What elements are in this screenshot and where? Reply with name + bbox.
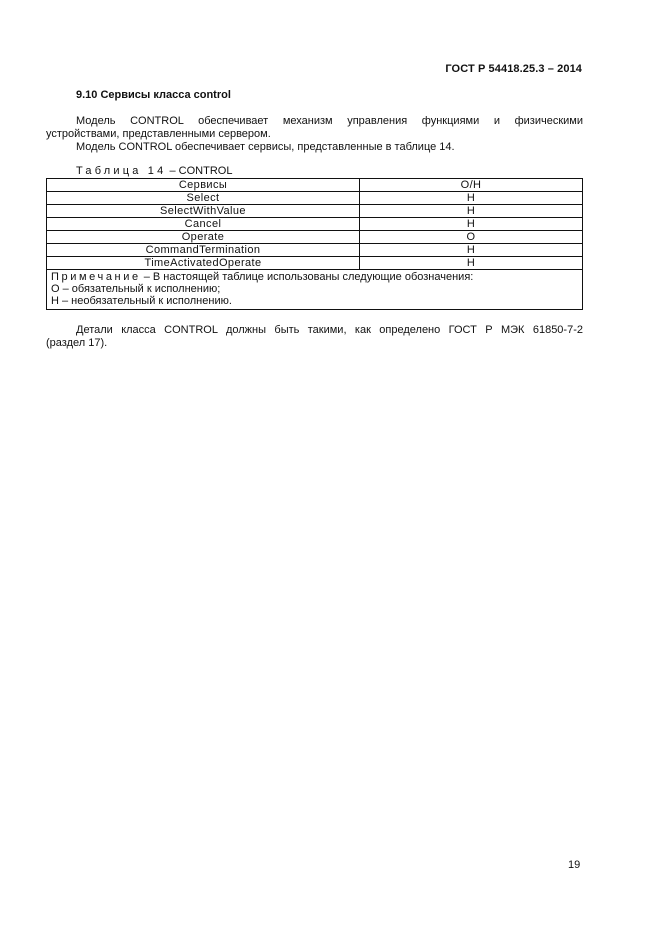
table-note-label: Примечание [51, 271, 141, 283]
requirement-cell: Н [360, 257, 583, 270]
table-note-cell [47, 270, 583, 310]
requirement-cell: О [360, 231, 583, 244]
services-table [46, 178, 583, 310]
service-name-cell: Cancel [47, 218, 360, 231]
table-caption-label: Таблица 14 [76, 165, 167, 177]
service-name-cell: SelectWithValue [47, 205, 360, 218]
service-name-cell: Operate [47, 231, 360, 244]
table-caption-title: – CONTROL [166, 165, 233, 177]
service-name-cell: CommandTermination [47, 244, 360, 257]
intro-line-2: устройствами, представленными сервером. [46, 128, 271, 140]
column-header-services: Сервисы [47, 179, 360, 192]
requirement-cell: Н [360, 192, 583, 205]
service-name-cell: TimeActivatedOperate [47, 257, 360, 270]
requirement-cell: Н [360, 218, 583, 231]
column-header-requirement: О/Н [360, 179, 583, 192]
service-name-cell: Select [47, 192, 360, 205]
intro-paragraph [46, 115, 583, 154]
table-note-row [47, 270, 583, 310]
table-row [47, 205, 583, 218]
table-note-line-2: О – обязательный к исполнению; [51, 283, 221, 295]
table-header-row [47, 179, 583, 192]
table-row [47, 244, 583, 257]
table-note-text: – В настоящей таблице использованы следующие обозначения: [140, 271, 474, 283]
table-note-line-3: Н – необязательный к исполнению. [51, 295, 232, 307]
section-title: 9.10 Сервисы класса control [76, 89, 231, 101]
table-row [47, 218, 583, 231]
table-row [47, 192, 583, 205]
closing-paragraph [46, 324, 583, 350]
table-note-line-1 [51, 271, 578, 283]
requirement-cell: Н [360, 205, 583, 218]
intro-line-1: Модель CONTROL обеспечивает механизм управления функциями и физическими [76, 115, 583, 127]
closing-line-1: Детали класса CONTROL должны быть такими, как определено ГОСТ Р МЭК 61850-7-2 [76, 324, 583, 336]
table-row [47, 231, 583, 244]
closing-line-2: (раздел 17). [46, 337, 108, 349]
table-caption [76, 165, 232, 178]
requirement-cell: Н [360, 244, 583, 257]
table-row [47, 257, 583, 270]
intro-line-3: Модель CONTROL обеспечивает сервисы, представленные в таблице 14. [76, 141, 455, 153]
page-number: 19 [568, 859, 581, 871]
document-standard-id: ГОСТ Р 54418.25.3 – 2014 [445, 63, 582, 75]
